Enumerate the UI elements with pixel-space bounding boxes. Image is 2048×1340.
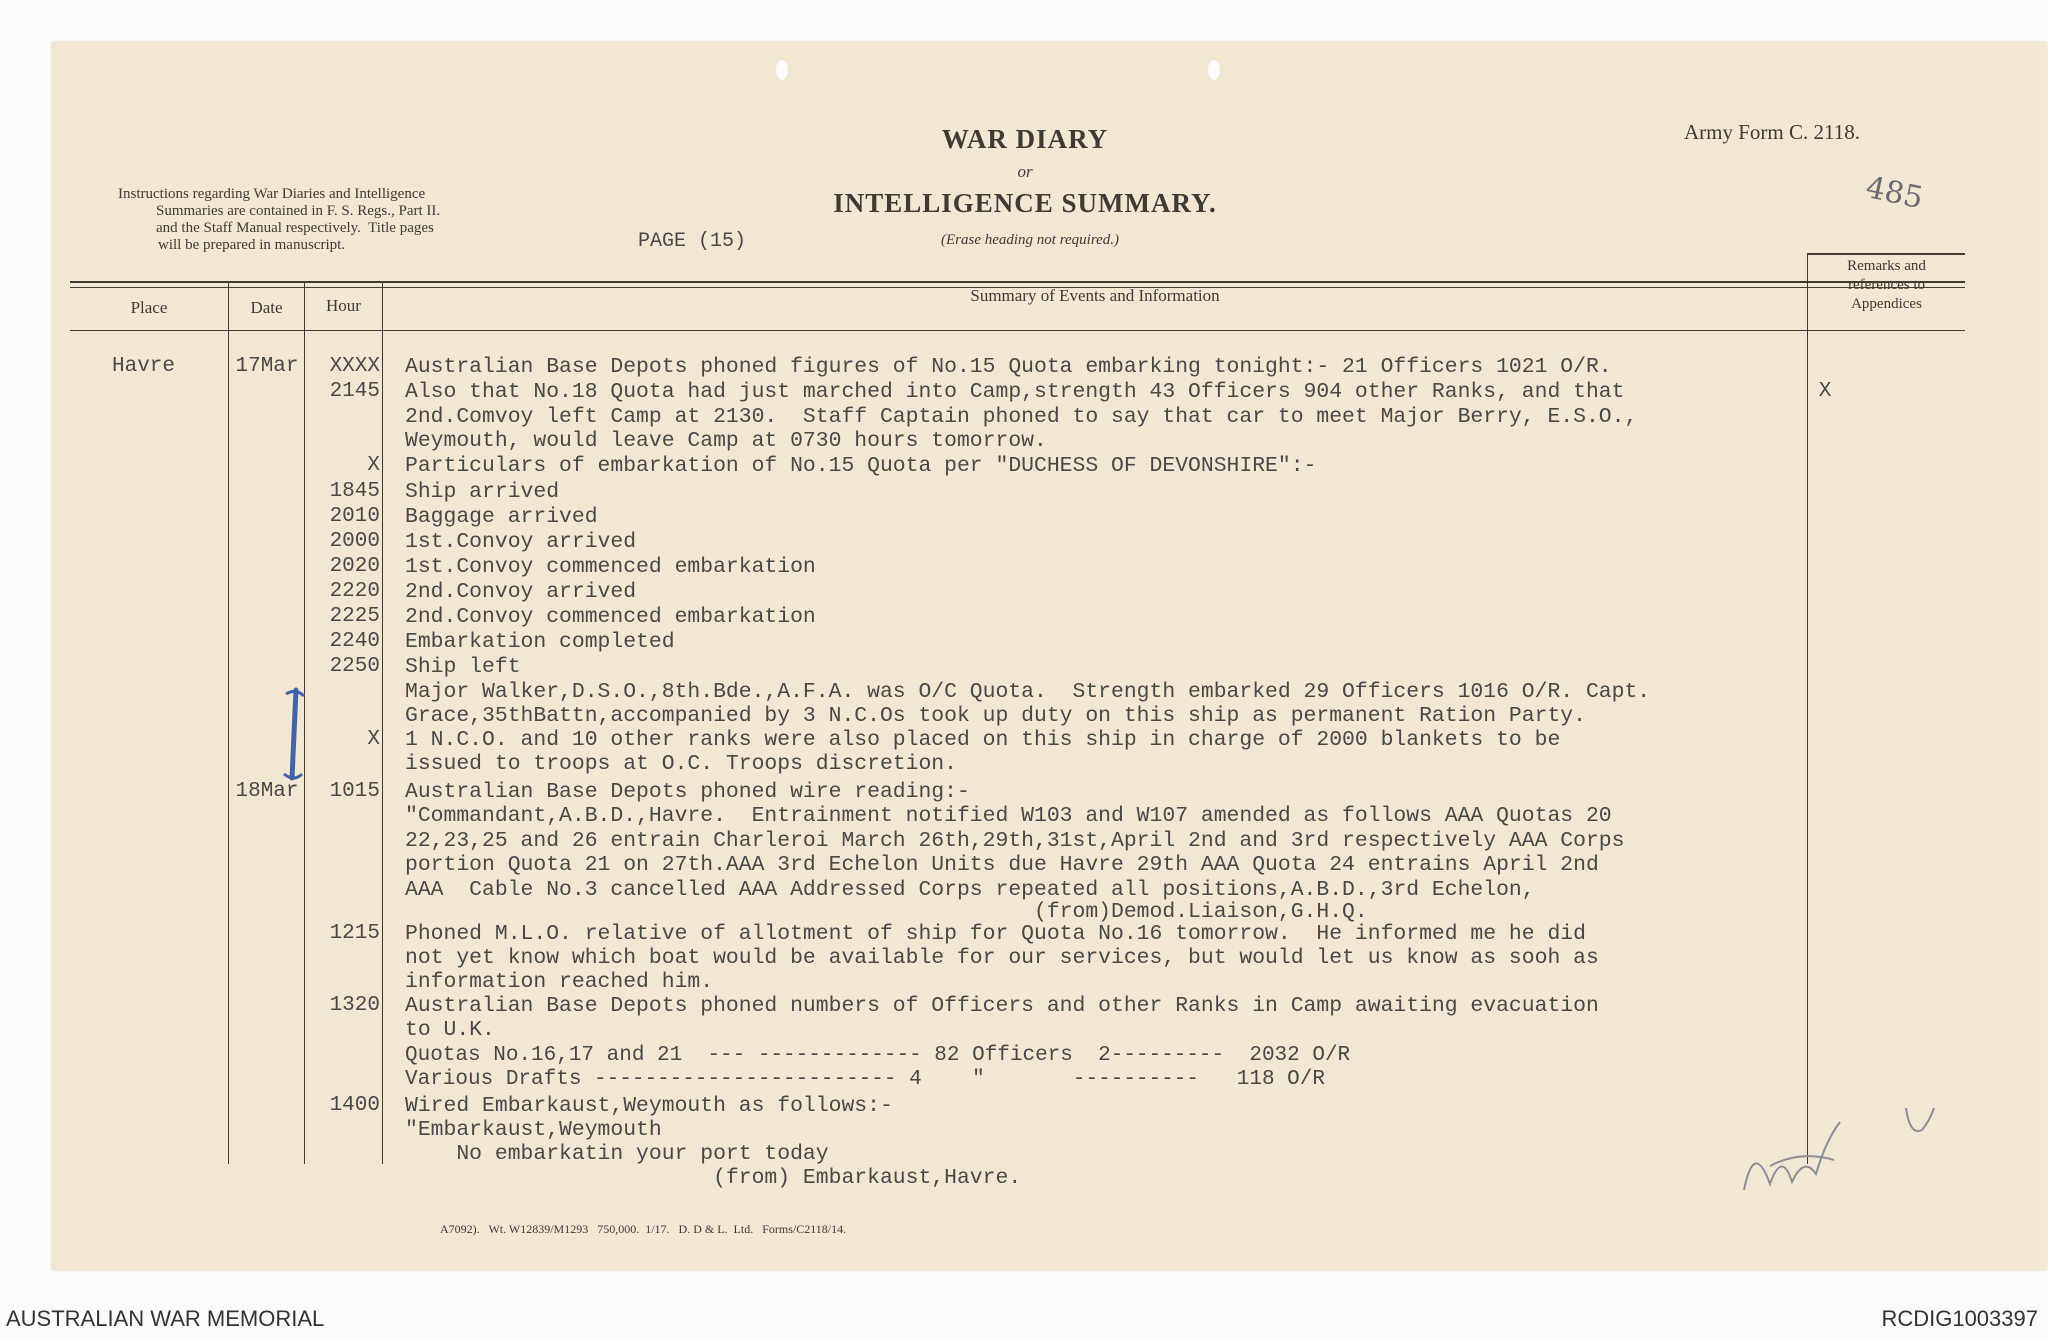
table-top-rule [70,281,1965,283]
entry-hour: X [367,454,380,477]
entry-place: Havre [112,355,176,378]
column-divider [228,282,229,1164]
entry-text: Weymouth, would leave Camp at 0730 hours tomorrow. [405,429,1047,453]
column-header-date: Date [250,298,283,317]
entry-text: "Commandant,A.B.D.,Havre. Entrainment notified W103 and W107 amended as follows AAA Quotas 20 [405,804,1612,828]
entry-hour: XXXX [329,355,380,378]
entry-text: Wired Embarkaust,Weymouth as follows:- [405,1094,893,1118]
entry-text: Ship left [405,655,521,679]
column-divider [382,282,383,1164]
entry-text: 2nd.Convoy commenced embarkation [405,605,816,629]
entry-text: not yet know which boat would be available for our services, but would let us know as sooh as [405,946,1599,970]
entry-text: No embarkatin your port today [405,1142,829,1166]
instructions-line: will be prepared in manuscript. [158,237,346,253]
entry-text: Quotas No.16,17 and 21 --- ------------- 82 Officers 2--------- 2032 O/R [405,1044,1351,1067]
column-divider [1807,253,1808,1164]
entry-text: 1 N.C.O. and 10 other ranks were also placed on this ship in charge of 2000 blankets to be [405,728,1561,752]
title-or: or [1017,162,1033,181]
printer-imprint: A7092). Wt. W12839/M1293 750,000. 1/17. D. D & L. Ltd. Forms/C2118/14. [440,1222,847,1236]
erase-note: (Erase heading not required.) [940,232,1120,248]
entry-hour: 2250 [329,655,380,678]
remarks-header-line: references to [1847,277,1926,293]
entry-text: Ship arrived [405,480,560,504]
entry-hour: 2240 [329,630,380,653]
entry-hour: 2145 [329,380,380,403]
entry-text: portion Quota 21 on 27th.AAA 3rd Echelon Units due Havre 29th AAA Quota 24 entrains April 2nd [405,853,1599,877]
entry-hour: 1015 [329,780,380,803]
entry-text: Embarkation completed [405,630,675,654]
initials-mark [1730,1100,1850,1210]
entry-remark: X [1818,380,1832,403]
entry-text: Baggage arrived [405,505,598,529]
entry-text: to U.K. [405,1018,495,1042]
entry-text: AAA Cable No.3 cancelled AAA Addressed Corps repeated all positions,A.B.D.,3rd Echelon, [405,878,1535,902]
army-form-number: Army Form C. 2118. [1684,120,1860,144]
instructions-line: and the Staff Manual respectively. Title pages [156,220,434,236]
entry-text: (from) Embarkaust,Havre. [405,1166,1022,1190]
column-header-hour: Hour [326,296,361,315]
entry-text: 2nd.Comvoy left Camp at 2130. Staff Captain phoned to say that car to meet Major Berry, E.S.O., [405,405,1638,429]
remarks-header-line: Appendices [1851,296,1922,312]
column-header-place: Place [130,298,168,317]
entry-text: (from)Demod.Liaison,G.H.Q. [405,900,1368,924]
entry-hour: 2220 [329,580,380,603]
instructions-line: Summaries are contained in F. S. Regs., Part II. [156,203,441,219]
entry-text: Australian Base Depots phoned numbers of Officers and other Ranks in Camp awaiting evacuation [405,994,1599,1018]
punch-hole [776,60,788,80]
entry-text: Australian Base Depots phoned wire reading:- [405,780,970,804]
pencil-mark [280,686,310,786]
title-war-diary: WAR DIARY [941,124,1109,154]
entry-text: 2nd.Convoy arrived [405,580,637,604]
entry-hour: 2000 [329,530,380,553]
footer-left: AUSTRALIAN WAR MEMORIAL [6,1306,325,1331]
entry-text: 1st.Convoy commenced embarkation [405,555,816,579]
page-number: PAGE (15) [638,230,747,253]
entry-text: 22,23,25 and 26 entrain Charleroi March 26th,29th,31st,April 2nd and 3rd respectively AAA Corps [405,829,1625,853]
entry-hour: 2010 [329,505,380,528]
entry-text: "Embarkaust,Weymouth [405,1118,662,1142]
entry-text: 1st.Convoy arrived [405,530,637,554]
table-header-rule [70,330,1965,331]
title-intelligence-summary: INTELLIGENCE SUMMARY. [833,188,1217,218]
entry-hour: 2020 [329,555,380,578]
instructions-line: Instructions regarding War Diaries and Intelligence [118,186,426,202]
footer-right: RCDIG1003397 [1881,1306,2038,1331]
entry-text: Also that No.18 Quota had just marched into Camp,strength 43 Officers 904 other Ranks, and that [405,380,1625,404]
entry-hour: 1320 [329,994,380,1017]
entry-text: Major Walker,D.S.O.,8th.Bde.,A.F.A. was O/C Quota. Strength embarked 29 Officers 1016 O/R. Capt. [405,680,1651,704]
entry-text: Particulars of embarkation of No.15 Quota per "DUCHESS OF DEVONSHIRE":- [405,454,1317,478]
folio-number: 485 [1862,170,1927,217]
entry-hour: X [367,728,380,751]
entry-date: 17Mar [235,355,299,378]
punch-hole [1208,60,1220,80]
entry-date: 18Mar [235,780,299,803]
entry-hour: 1845 [329,480,380,503]
remarks-header-line: Remarks and [1847,258,1926,274]
entry-text: Grace,35thBattn,accompanied by 3 N.C.Os took up duty on this ship as permanent Ration Party. [405,704,1586,728]
entry-text: Australian Base Depots phoned figures of No.15 Quota embarking tonight:- 21 Officers 1021 O/R. [405,355,1612,379]
column-header-summary: Summary of Events and Information [970,286,1220,305]
entry-text: information reached him. [405,970,714,994]
entry-text: Various Drafts ------------------------ 4 " ---------- 118 O/R [405,1068,1325,1091]
entry-hour: 1215 [329,922,380,945]
entry-text: issued to troops at O.C. Troops discretion. [405,752,957,776]
entry-text: Phoned M.L.O. relative of allotment of ship for Quota No.16 tomorrow. He informed me he did [405,922,1586,946]
entry-hour: 1400 [329,1094,380,1117]
entry-hour: 2225 [329,605,380,628]
margin-mark [1900,1100,1940,1140]
remarks-top-rule [1807,253,1965,255]
